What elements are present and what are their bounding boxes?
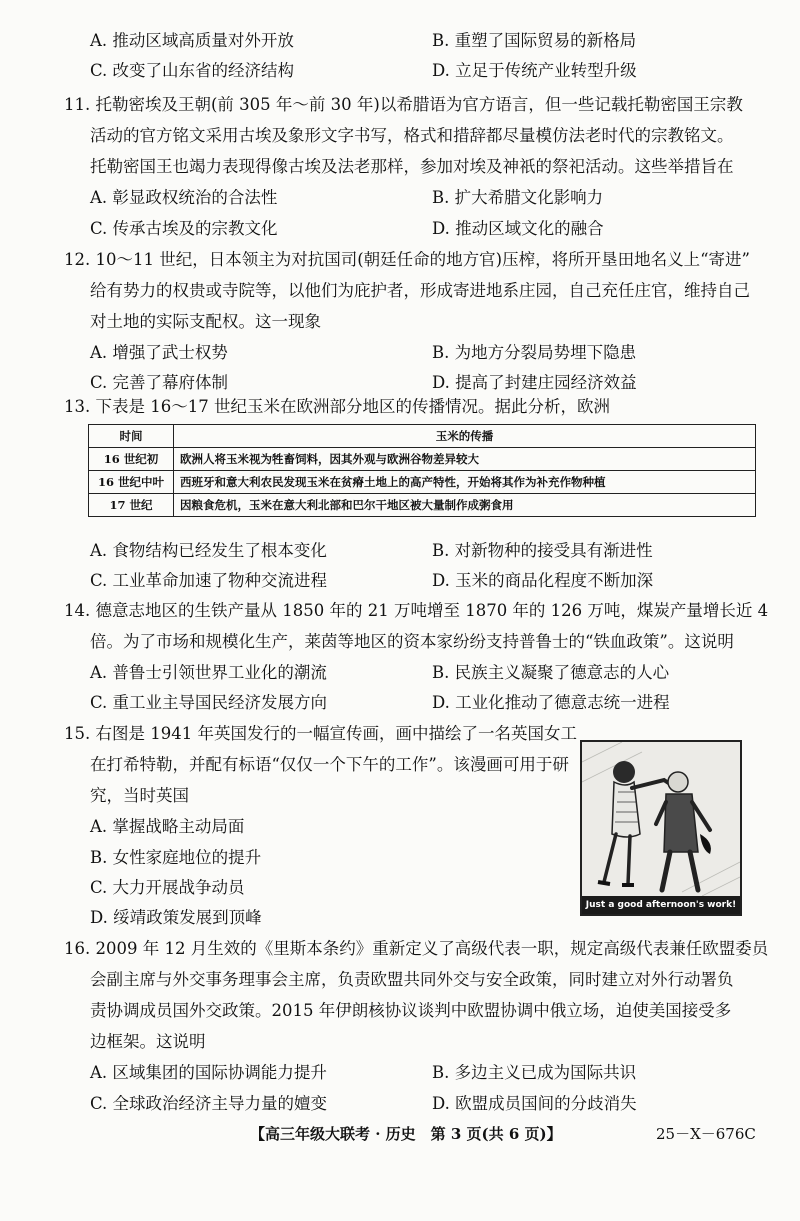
table-header-time: 时间 [89, 425, 174, 448]
q14-option-b: B. 民族主义凝聚了德意志的人心 [432, 663, 670, 682]
q10-option-b: B. 重塑了国际贸易的新格局 [432, 31, 637, 50]
q16-option-a: A. 区域集团的国际协调能力提升 [90, 1063, 327, 1082]
q16-stem-line: 边框架。这说明 [90, 1032, 206, 1051]
q14-stem-line: 倍。为了市场和规模化生产，莱茵等地区的资本家纷纷支持普鲁士的“铁血政策”。这说明 [90, 632, 734, 651]
table-cell-time: 16 世纪中叶 [89, 471, 174, 494]
q11-option-b: B. 扩大希腊文化影响力 [432, 188, 604, 207]
table-header-spread: 玉米的传播 [174, 425, 756, 448]
q14-option-d: D. 工业化推动了德意志统一进程 [432, 693, 670, 712]
q11-stem-line: 托勒密国王也竭力表现得像古埃及法老那样，参加对埃及神祇的祭祀活动。这些举措旨在 [90, 157, 734, 176]
q10-option-a: A. 推动区域高质量对外开放 [90, 31, 294, 50]
paper-code: 25－X－676C [656, 1125, 756, 1143]
table-row [89, 448, 756, 471]
table-row [89, 494, 756, 517]
q16-stem-line: 责协调成员国外交政策。2015 年伊朗核协议谈判中欧盟协调中俄立场，迫使美国接受多 [90, 1001, 732, 1020]
q16-stem-line: 16. 2009 年 12 月生效的《里斯本条约》重新定义了高级代表一职，规定高级代表兼任欧盟委员 [64, 939, 769, 958]
table-cell-time: 16 世纪初 [89, 448, 174, 471]
q11-option-d: D. 推动区域文化的融合 [432, 219, 604, 238]
q15-stem-line: 究，当时英国 [90, 786, 189, 805]
q15-option-c: C. 大力开展战争动员 [90, 878, 245, 897]
q16-option-c: C. 全球政治经济主导力量的嬗变 [90, 1094, 328, 1113]
q13-option-b: B. 对新物种的接受具有渐进性 [432, 541, 653, 560]
q12-option-d: D. 提高了封建庄园经济效益 [432, 373, 637, 392]
q12-option-a: A. 增强了武士权势 [90, 343, 228, 362]
poster-illustration [582, 742, 740, 896]
table-cell-time: 17 世纪 [89, 494, 174, 517]
q11-option-a: A. 彰显政权统治的合法性 [90, 188, 278, 207]
q14-option-a: A. 普鲁士引领世界工业化的潮流 [90, 663, 327, 682]
q12-stem-line: 对土地的实际支配权。这一现象 [90, 312, 321, 331]
corn-spread-table [88, 424, 756, 517]
table-header-row [89, 425, 756, 448]
q16-option-d: D. 欧盟成员国间的分歧消失 [432, 1094, 637, 1113]
page-footer-label: 【高三年级大联考 · 历史 第 3 页(共 6 页)】 [250, 1125, 562, 1143]
q12-stem-line: 给有势力的权贵或寺院等，以他们为庇护者，形成寄进地系庄园，自己充任庄官，维持自己 [90, 281, 750, 300]
propaganda-poster-image [580, 740, 742, 916]
q15-stem-line: 15. 右图是 1941 年英国发行的一幅宣传画，画中描绘了一名英国女工 [64, 724, 577, 743]
q13-stem-line: 13. 下表是 16～17 世纪玉米在欧洲部分地区的传播情况。据此分析，欧洲 [64, 397, 610, 416]
q16-option-b: B. 多边主义已成为国际共识 [432, 1063, 637, 1082]
q15-option-d: D. 绥靖政策发展到顶峰 [90, 908, 262, 927]
q10-option-d: D. 立足于传统产业转型升级 [432, 61, 637, 80]
q15-option-b: B. 女性家庭地位的提升 [90, 848, 262, 867]
table-cell-spread: 因粮食危机，玉米在意大利北部和巴尔干地区被大量制作成粥食用 [174, 494, 756, 517]
q14-stem-line: 14. 德意志地区的生铁产量从 1850 年的 21 万吨增至 1870 年的 126 万吨，煤炭产量增长近 4 [64, 601, 769, 620]
q15-option-a: A. 掌握战略主动局面 [90, 817, 245, 836]
q12-option-c: C. 完善了幕府体制 [90, 373, 229, 392]
q12-option-b: B. 为地方分裂局势埋下隐患 [432, 343, 637, 362]
q13-option-d: D. 玉米的商品化程度不断加深 [432, 571, 654, 590]
q12-stem-line: 12. 10～11 世纪，日本领主为对抗国司(朝廷任命的地方官)压榨，将所开垦田地名义上“寄进” [64, 250, 750, 269]
q11-stem-line: 活动的官方铭文采用古埃及象形文字书写，格式和措辞都尽量模仿法老时代的宗教铭文。 [90, 126, 734, 145]
q13-option-a: A. 食物结构已经发生了根本变化 [90, 541, 327, 560]
q15-stem-line: 在打希特勒，并配有标语“仅仅一个下午的工作”。该漫画可用于研 [90, 755, 569, 774]
table-row [89, 471, 756, 494]
q14-option-c: C. 重工业主导国民经济发展方向 [90, 693, 328, 712]
q11-option-c: C. 传承古埃及的宗教文化 [90, 219, 278, 238]
table-cell-spread: 欧洲人将玉米视为牲畜饲料，因其外观与欧洲谷物差异较大 [174, 448, 756, 471]
q10-option-c: C. 改变了山东省的经济结构 [90, 61, 295, 80]
q13-option-c: C. 工业革命加速了物种交流进程 [90, 571, 328, 590]
q11-stem-line: 11. 托勒密埃及王朝(前 305 年～前 30 年)以希腊语为官方语言，但一些记载托勒密国王宗教 [64, 95, 743, 114]
table-cell-spread: 西班牙和意大利农民发现玉米在贫瘠土地上的高产特性，开始将其作为补充作物种植 [174, 471, 756, 494]
poster-caption: Just a good afternoon's work! [582, 896, 740, 914]
q16-stem-line: 会副主席与外交事务理事会主席，负责欧盟共同外交与安全政策，同时建立对外行动署负 [90, 970, 734, 989]
